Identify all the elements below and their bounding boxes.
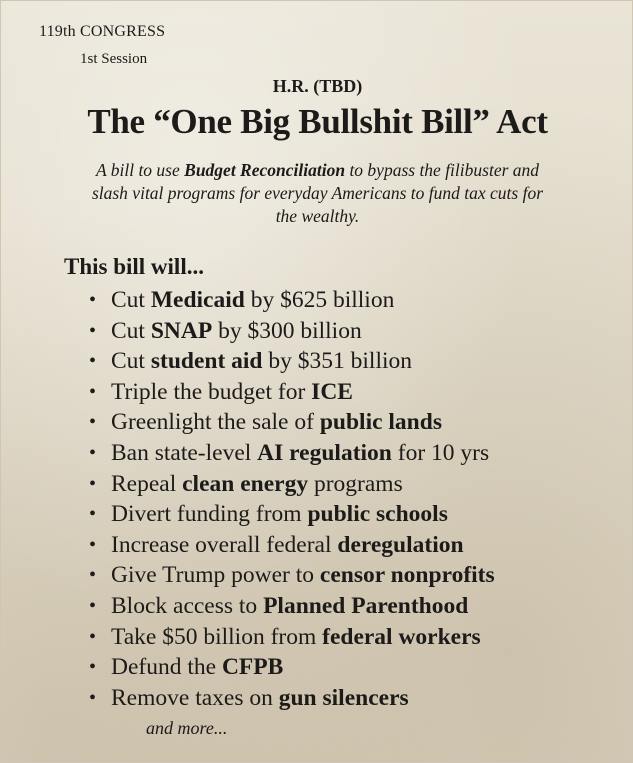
- item-bold: censor nonprofits: [319, 562, 495, 589]
- item-post: programs: [308, 470, 403, 497]
- item-pre: Cut: [111, 317, 151, 344]
- session-label: 1st Session: [80, 51, 148, 67]
- subtitle-part1: A bill to use: [95, 160, 185, 180]
- item-bold: SNAP: [150, 317, 213, 344]
- item-bold: AI regulation: [257, 439, 392, 466]
- congress-label: 119th CONGRESS: [39, 23, 166, 40]
- list-item: [89, 285, 495, 316]
- item-post: by $625 billion: [244, 287, 395, 313]
- item-post: by $351 billion: [262, 348, 413, 375]
- item-pre: Cut: [111, 287, 151, 313]
- item-bold: ICE: [311, 378, 353, 405]
- item-pre: Take $50 billion from: [111, 623, 323, 650]
- list-item: [89, 591, 495, 622]
- item-bold: Medicaid: [150, 287, 245, 313]
- provisions-list: [89, 285, 495, 713]
- item-pre: Defund the: [111, 654, 222, 681]
- and-more-text: and more...: [146, 718, 228, 738]
- item-pre: Remove taxes on: [111, 684, 279, 711]
- item-bold: student aid: [150, 348, 263, 375]
- list-item: [89, 469, 495, 500]
- list-item: [89, 316, 495, 347]
- item-pre: Divert funding from: [111, 501, 308, 528]
- list-item: [89, 683, 495, 714]
- item-pre: Ban state-level: [111, 439, 258, 466]
- subtitle-emphasis: Budget Reconciliation: [184, 160, 346, 180]
- item-pre: Triple the budget for: [111, 378, 312, 405]
- bill-number: H.R. (TBD): [272, 76, 363, 96]
- bill-subtitle: [91, 159, 544, 228]
- list-item: [89, 346, 495, 377]
- item-bold: clean energy: [182, 470, 309, 497]
- item-bold: public schools: [307, 501, 448, 528]
- item-bold: Planned Parenthood: [263, 592, 469, 619]
- item-pre: Repeal: [111, 470, 183, 497]
- list-item: [89, 652, 495, 683]
- list-intro: This bill will...: [64, 254, 204, 279]
- list-item: [89, 530, 495, 561]
- item-pre: Greenlight the sale of: [111, 409, 320, 436]
- item-post: for 10 yrs: [391, 439, 490, 466]
- item-pre: Block access to: [111, 592, 264, 619]
- list-item: [89, 407, 495, 438]
- item-pre: Increase overall federal: [111, 531, 338, 558]
- list-item: [89, 560, 495, 591]
- subtitle-part2: to bypass the filibuster and slash vital programs for everyday Americans to fund tax cuts for the wealthy.: [91, 160, 544, 226]
- item-pre: Give Trump power to: [111, 562, 320, 589]
- item-pre: Cut: [111, 348, 151, 375]
- list-item: [89, 438, 495, 469]
- list-item: [89, 499, 495, 530]
- item-bold: public lands: [319, 409, 442, 436]
- item-bold: deregulation: [337, 531, 464, 558]
- item-bold: federal workers: [322, 623, 481, 650]
- item-bold: CFPB: [221, 654, 284, 681]
- item-bold: gun silencers: [278, 684, 409, 711]
- item-post: by $300 billion: [212, 317, 362, 344]
- list-item: [89, 622, 495, 653]
- bill-title: The “One Big Bullshit Bill” Act: [87, 102, 548, 141]
- list-item: [89, 377, 495, 408]
